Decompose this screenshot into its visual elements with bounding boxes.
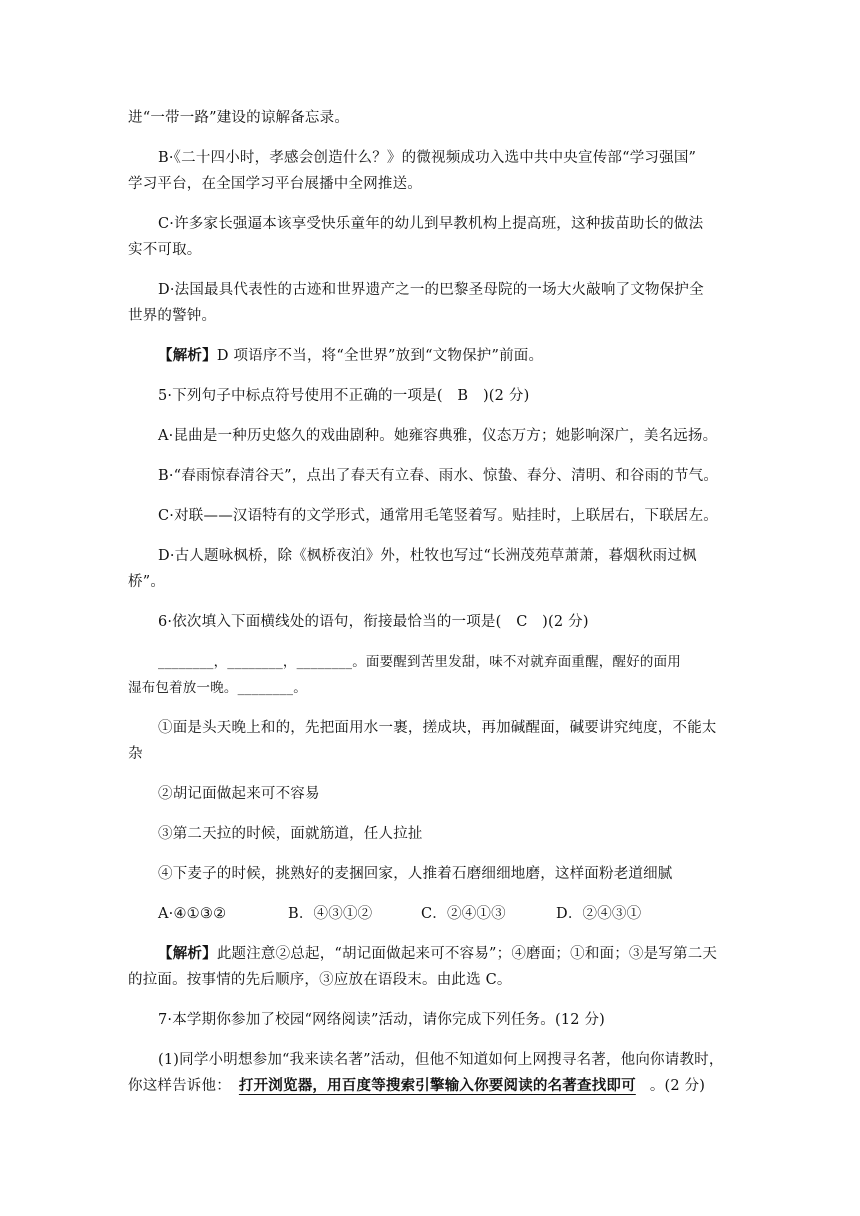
option-b: B．④③①②	[288, 906, 373, 922]
option-c: C．②④①③	[421, 906, 506, 922]
answer-line	[128, 1076, 738, 1096]
analysis-tag: 【解析】	[158, 945, 217, 962]
sentence-2: ②胡记面做起来可不容易	[158, 786, 320, 802]
passage-line: 湿布包着放一晚。________。	[128, 680, 307, 696]
sentence-3: ③第二天拉的时候，面就筋道，任人拉扯	[158, 826, 423, 842]
option-c-line: C·许多家长强逼本该享受快乐童年的幼儿到早教机构上提高班，这种拔苗助长的做法	[158, 216, 704, 232]
option-d-line: D·古人题咏枫桥，除《枫桥夜泊》外，杜牧也写过“长洲茂苑草萧萧，暮烟秋雨过枫	[158, 548, 697, 564]
option-d-line: D·法国最具代表性的古迹和世界遗产之一的巴黎圣母院的一场大火敲响了文物保护全	[158, 282, 704, 298]
analysis-line	[158, 346, 768, 366]
question-6: 6·依次填入下面横线处的语句，衔接最恰当的一项是( C )(2 分)	[158, 614, 589, 630]
text-line: 实不可取。	[128, 242, 202, 258]
text-line: 进“一带一路”建设的谅解备忘录。	[128, 110, 350, 126]
text-line: 学习平台，在全国学习平台展播中全网推送。	[128, 176, 422, 192]
sentence-1: ①面是头天晚上和的，先把面用水一裹，搓成块，再加碱醒面，碱要讲究纯度，不能太	[158, 720, 717, 736]
analysis-text: D 项语序不当，将“全世界”放到“文物保护”前面。	[216, 348, 544, 364]
answer-prefix: 你这样告诉他：	[128, 1078, 231, 1094]
text-line: 世界的警钟。	[128, 308, 217, 324]
text-line: 的拉面。按事情的先后顺序，③应放在语段末。由此选 C。	[128, 972, 512, 988]
analysis-text: 此题注意②总起，“胡记面做起来可不容易”；④磨面；①和面；③是写第二天	[216, 946, 718, 962]
option-d: D．②④③①	[556, 906, 642, 922]
text-line: 杂	[128, 746, 143, 762]
option-b-line: B·《二十四小时，孝感会创造什么？》的微视频成功入选中共中央宣传部“学习强国”	[158, 150, 697, 166]
answer-text: 打开浏览器，用百度等搜索引擎输入你要阅读的名著查找即可	[238, 1077, 636, 1094]
options-line	[158, 904, 768, 924]
sub-question-1: (1)同学小明想参加“我来读名著”活动，但他不知道如何上网搜寻名著，他向你请教时，	[158, 1052, 724, 1068]
answer-suffix: 。(2 分)	[649, 1078, 706, 1094]
option-a-line: A·昆曲是一种历史悠久的戏曲剧种。她雍容典雅，仪态万方；她影响深广，美名远扬。	[158, 428, 718, 444]
analysis-line	[158, 944, 768, 964]
option-a: A·④①③②	[158, 906, 227, 922]
sentence-4: ④下麦子的时候，挑熟好的麦捆回家，人推着石磨细细地磨，这样面粉老道细腻	[158, 866, 673, 882]
question-5: 5·下列句子中标点符号使用不正确的一项是( B )(2 分)	[158, 388, 530, 404]
question-7: 7·本学期你参加了校园“网络阅读”活动，请你完成下列任务。(12 分)	[158, 1012, 606, 1028]
option-b-line: B·“春雨惊春清谷天”，点出了春天有立春、雨水、惊蛰、春分、清明、和谷雨的节气。	[158, 468, 719, 484]
analysis-tag: 【解析】	[158, 347, 217, 364]
passage-line: ________，________，________。面要醒到苦里发甜，味不对就弃面重醒，醒好的面用	[158, 654, 681, 670]
option-c-line: C·对联——汉语特有的文学形式，通常用毛笔竖着写。贴挂时，上联居右，下联居左。	[158, 508, 719, 524]
text-line: 桥”。	[128, 574, 166, 590]
